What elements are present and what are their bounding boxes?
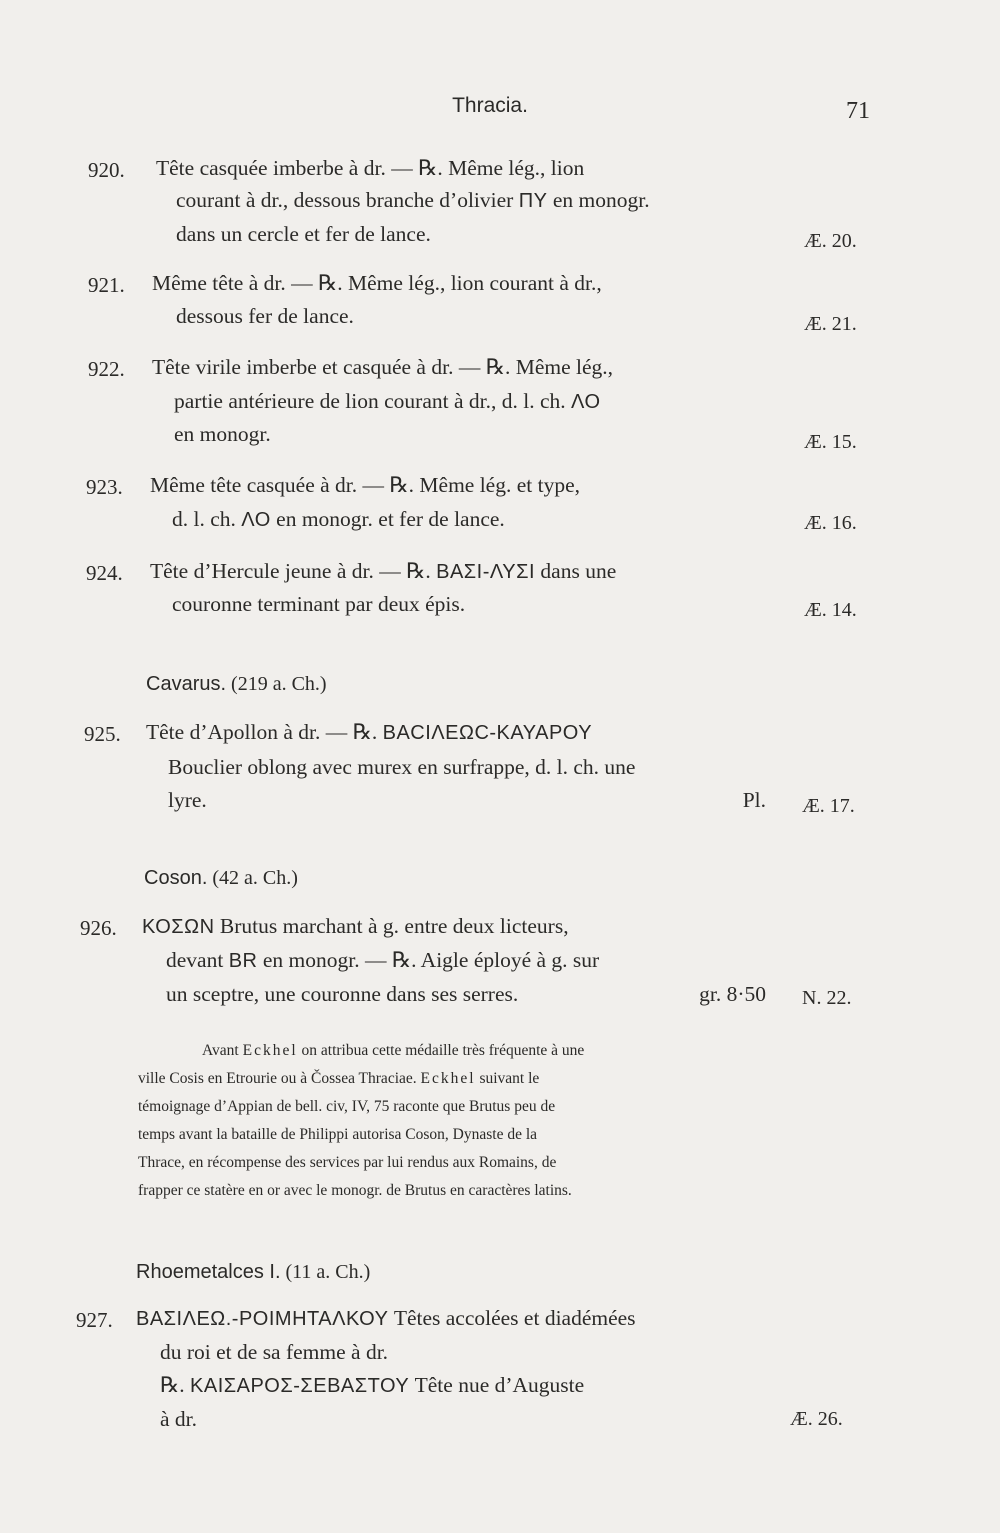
ruler-date: (11 a. Ch.) (285, 1261, 371, 1283)
entry-number: 924. (86, 561, 123, 585)
section-heading (146, 674, 327, 694)
entry-line (136, 1308, 636, 1330)
entry-line (150, 561, 616, 583)
greek-legend: ΒΑΣΙ-ΛΥΣΙ (436, 561, 536, 583)
entry-number: 926. (80, 916, 117, 940)
ruler-date: (42 a. Ch.) (212, 867, 298, 889)
note-line: Thrace, en récompense des services par lui rendus aux Romains, de (138, 1154, 557, 1171)
note-text: ville Cosis en Etrourie ou à Čossea Thraciae. (138, 1070, 421, 1087)
entry-text: Tête d’Apollon à dr. — ℞. (146, 720, 383, 744)
greek-legend: ΚΟΣΩΝ (142, 916, 215, 938)
entry-line (174, 424, 271, 446)
entry-text: lyre. (168, 788, 207, 812)
entry-line (168, 757, 635, 779)
page-number: 71 (846, 98, 870, 124)
greek-legend: ΒΑCΙΛΕΩC-ΚΑΥΑΡΟΥ (382, 722, 593, 744)
entry-number: 923. (86, 475, 123, 499)
greek-legend: ΚΑΙΣΑΡΟΣ-ΣΕΒΑΣΤΟΥ (190, 1375, 410, 1397)
note-line: témoignage d’Appian de bell. civ, IV, 75 raconte que Brutus peu de (138, 1098, 556, 1115)
entry-text: courant à dr., dessous branche d’olivier (176, 188, 519, 212)
note-text: on attribua cette médaille très fréquente à une (297, 1042, 585, 1059)
entry-line (176, 190, 650, 212)
greek-legend: ΒΑΣΙΛΕΩ.-ΡΟΙΜΗΤΑΛΚΟΥ (136, 1308, 389, 1330)
ruler-name: Rhoemetalces I. (136, 1261, 281, 1283)
ruler-date: (219 a. Ch.) (231, 673, 327, 695)
entry-text: d. l. ch. (172, 507, 242, 531)
author-name: Eckhel (420, 1070, 476, 1087)
entry-line (160, 1342, 388, 1364)
entry-text: dans une (535, 559, 617, 583)
entry-text: dans un cercle et fer de lance. (176, 222, 431, 246)
entry-line (152, 357, 613, 379)
entry-number: 920. (88, 158, 125, 182)
note-line: frapper ce statère en or avec le monogr. de Brutus en caractères latins. (138, 1182, 572, 1199)
entry-line (160, 1409, 197, 1431)
entry-text: Tête virile imberbe et casquée à dr. — ℞. Même lég., (152, 355, 614, 379)
section-heading (144, 868, 298, 888)
metal-size: Æ. 21. (804, 313, 857, 335)
entry-text: en monogr. — ℞. Aigle éployé à g. sur (257, 948, 600, 972)
entry-text: Tête nue d’Auguste (409, 1373, 585, 1397)
entry-number: 925. (84, 722, 121, 746)
entry-text: Bouclier oblong avec murex en surfrappe, d. l. ch. une (168, 755, 636, 779)
entry-text: partie antérieure de lion courant à dr., d. l. ch. (174, 389, 571, 413)
entry-number: 927. (76, 1308, 113, 1332)
entry-text: Même tête à dr. — ℞. Même lég., lion courant à dr., (152, 271, 602, 295)
note-text: Avant (202, 1042, 243, 1059)
running-title: Thracia. (452, 94, 528, 117)
entry-text: Tête casquée imberbe à dr. — ℞. Même lég., lion (156, 156, 585, 180)
entry-text: un sceptre, une couronne dans ses serres. (166, 982, 519, 1006)
entry-line (176, 224, 431, 246)
author-name: Eckhel (242, 1042, 298, 1059)
metal-size: Æ. 20. (804, 230, 857, 252)
entry-text: du roi et de sa femme à dr. (160, 1340, 389, 1364)
ruler-name: Coson. (144, 867, 208, 889)
greek-legend: ΠΥ (518, 190, 548, 212)
entry-number: 921. (88, 273, 125, 297)
entry-text: dessous fer de lance. (176, 304, 354, 328)
entry-text: en monogr. (174, 422, 271, 446)
entry-line (146, 722, 592, 744)
entry-line (168, 790, 766, 812)
note-line: temps avant la bataille de Philippi autorisa Coson, Dynaste de la (138, 1126, 538, 1143)
entry-line (166, 950, 599, 972)
metal-size: Æ. 17. (802, 795, 855, 817)
entry-line (172, 594, 465, 616)
monogram-letters: BR (228, 950, 258, 972)
entry-text: couronne terminant par deux épis. (172, 592, 466, 616)
plate-reference: Pl. (742, 788, 766, 812)
entry-text: Tête d’Hercule jeune à dr. — ℞. (150, 559, 437, 583)
entry-line (142, 916, 569, 938)
metal-size: Æ. 26. (790, 1408, 843, 1430)
entry-text: en monogr. (547, 188, 650, 212)
section-heading (136, 1262, 370, 1282)
ruler-name: Cavarus. (146, 673, 227, 695)
entry-line (150, 475, 580, 497)
entry-line (156, 158, 772, 180)
entry-line (160, 1375, 584, 1397)
metal-size: Æ. 14. (804, 599, 857, 621)
entry-text: à dr. (160, 1407, 198, 1431)
entry-line (176, 306, 354, 328)
note-text: suivant le (475, 1070, 540, 1087)
entry-text: devant (166, 948, 229, 972)
note-line (202, 1043, 584, 1059)
metal-size: Æ. 15. (804, 431, 857, 453)
entry-text: Même tête casquée à dr. — ℞. Même lég. et type, (150, 473, 581, 497)
entry-text: ℞. (160, 1373, 191, 1397)
entry-line (172, 509, 505, 531)
entry-line (174, 391, 601, 413)
entry-text: en monogr. et fer de lance. (270, 507, 505, 531)
entry-line (166, 984, 766, 1006)
greek-legend: ΛΟ (241, 509, 271, 531)
entry-text: Brutus marchant à g. entre deux licteurs, (214, 914, 569, 938)
greek-legend: ΛΟ (571, 391, 601, 413)
note-line (138, 1071, 539, 1087)
weight: gr. 8·50 (699, 982, 766, 1006)
entry-number: 922. (88, 357, 125, 381)
metal-size: N. 22. (802, 987, 852, 1009)
entry-line (152, 273, 602, 295)
entry-text: Têtes accolées et diadémées (388, 1306, 636, 1330)
metal-size: Æ. 16. (804, 512, 857, 534)
